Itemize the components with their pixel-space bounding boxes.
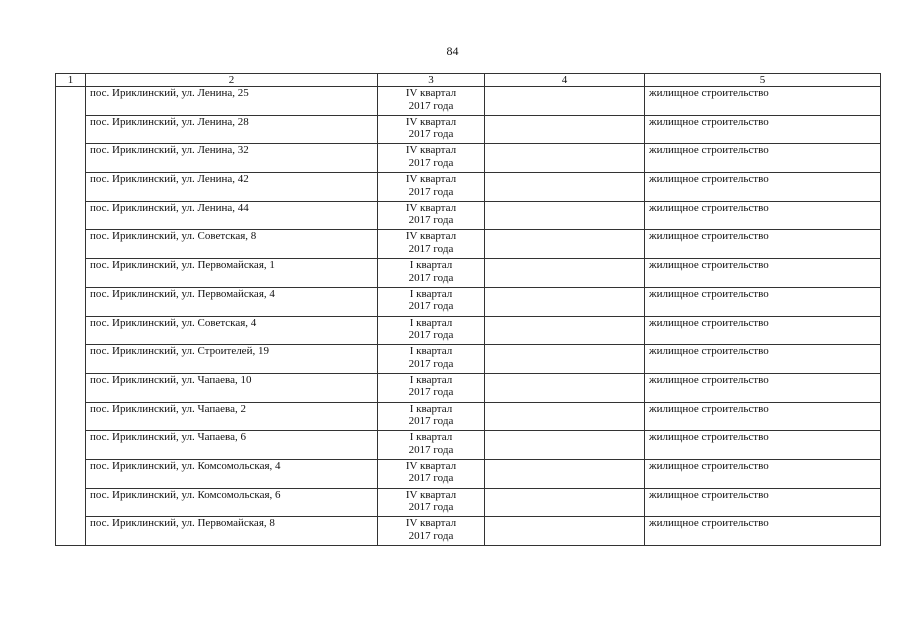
column-4-cell xyxy=(485,488,645,517)
column-4-cell xyxy=(485,287,645,316)
period-year: 2017 года xyxy=(408,501,454,514)
period-quarter: IV квартал xyxy=(405,517,457,530)
period-quarter: IV квартал xyxy=(405,115,457,128)
purpose-cell: жилищное строительство xyxy=(645,230,881,259)
period-year: 2017 года xyxy=(408,99,454,112)
address-cell: пос. Ириклинский, ул. Ленина, 44 xyxy=(86,201,378,230)
period-year: 2017 года xyxy=(408,386,454,399)
purpose-cell: жилищное строительство xyxy=(645,345,881,374)
table-row xyxy=(56,431,881,460)
table-row xyxy=(56,87,881,116)
period-year: 2017 года xyxy=(408,214,454,227)
table-row xyxy=(56,144,881,173)
period-cell xyxy=(378,173,485,202)
column-header-2: 2 xyxy=(86,74,378,87)
purpose-cell: жилищное строительство xyxy=(645,87,881,116)
address-cell: пос. Ириклинский, ул. Ленина, 28 xyxy=(86,115,378,144)
period-year: 2017 года xyxy=(408,128,454,141)
table-row xyxy=(56,201,881,230)
period-cell xyxy=(378,259,485,288)
land-plots-table xyxy=(55,73,881,546)
period-cell xyxy=(378,402,485,431)
period-cell xyxy=(378,201,485,230)
purpose-cell: жилищное строительство xyxy=(645,431,881,460)
purpose-cell: жилищное строительство xyxy=(645,259,881,288)
period-cell xyxy=(378,373,485,402)
period-cell xyxy=(378,287,485,316)
table-row xyxy=(56,316,881,345)
purpose-cell: жилищное строительство xyxy=(645,173,881,202)
purpose-cell: жилищное строительство xyxy=(645,402,881,431)
period-cell xyxy=(378,431,485,460)
period-quarter: IV квартал xyxy=(405,87,457,99)
table-row xyxy=(56,287,881,316)
page-number: 84 xyxy=(446,44,459,58)
period-year: 2017 года xyxy=(408,329,454,341)
purpose-cell: жилищное строительство xyxy=(645,115,881,144)
address-cell: пос. Ириклинский, ул. Чапаева, 10 xyxy=(86,373,378,402)
period-quarter: I квартал xyxy=(409,316,453,329)
period-year: 2017 года xyxy=(408,300,454,313)
column-4-cell xyxy=(485,459,645,488)
purpose-cell: жилищное строительство xyxy=(645,488,881,517)
row-number-cell xyxy=(56,87,86,546)
period-cell xyxy=(378,230,485,259)
column-header-5: 5 xyxy=(645,74,881,87)
address-cell: пос. Ириклинский, ул. Ленина, 32 xyxy=(86,144,378,173)
period-cell xyxy=(378,144,485,173)
purpose-cell: жилищное строительство xyxy=(645,373,881,402)
period-cell xyxy=(378,87,485,116)
address-cell: пос. Ириклинский, ул. Чапаева, 6 xyxy=(86,431,378,460)
period-quarter: IV квартал xyxy=(405,230,457,243)
purpose-cell: жилищное строительство xyxy=(645,459,881,488)
period-year: 2017 года xyxy=(408,271,454,284)
table-row xyxy=(56,230,881,259)
period-year: 2017 года xyxy=(408,242,454,255)
column-4-cell xyxy=(485,373,645,402)
column-4-cell xyxy=(485,345,645,374)
purpose-cell: жилищное строительство xyxy=(645,287,881,316)
address-cell: пос. Ириклинский, ул. Первомайская, 4 xyxy=(86,287,378,316)
column-4-cell xyxy=(485,201,645,230)
period-quarter: I квартал xyxy=(409,402,453,415)
table-row xyxy=(56,488,881,517)
table-row xyxy=(56,459,881,488)
purpose-cell: жилищное строительство xyxy=(645,517,881,546)
address-cell: пос. Ириклинский, ул. Строителей, 19 xyxy=(86,345,378,374)
period-quarter: IV квартал xyxy=(405,459,457,472)
period-year: 2017 года xyxy=(408,156,454,169)
period-quarter: IV квартал xyxy=(405,201,457,214)
table-body xyxy=(56,87,881,546)
table-row xyxy=(56,345,881,374)
address-cell: пос. Ириклинский, ул. Комсомольская, 6 xyxy=(86,488,378,517)
column-header-1: 1 xyxy=(56,74,86,87)
address-cell: пос. Ириклинский, ул. Ленина, 42 xyxy=(86,173,378,202)
address-cell: пос. Ириклинский, ул. Ленина, 25 xyxy=(86,87,378,116)
period-year: 2017 года xyxy=(408,357,454,370)
period-quarter: I квартал xyxy=(409,431,453,444)
period-cell xyxy=(378,345,485,374)
table-row xyxy=(56,115,881,144)
purpose-cell: жилищное строительство xyxy=(645,144,881,173)
period-quarter: I квартал xyxy=(409,259,453,272)
table-header-row xyxy=(56,74,881,87)
period-year: 2017 года xyxy=(408,185,454,198)
period-cell xyxy=(378,488,485,517)
address-cell: пос. Ириклинский, ул. Советская, 4 xyxy=(86,316,378,345)
period-quarter: I квартал xyxy=(409,345,453,358)
period-year: 2017 года xyxy=(408,472,454,485)
table-row xyxy=(56,402,881,431)
period-quarter: IV квартал xyxy=(405,144,457,157)
column-4-cell xyxy=(485,144,645,173)
address-cell: пос. Ириклинский, ул. Комсомольская, 4 xyxy=(86,459,378,488)
column-4-cell xyxy=(485,316,645,345)
column-header-3: 3 xyxy=(378,74,485,87)
column-4-cell xyxy=(485,87,645,116)
purpose-cell: жилищное строительство xyxy=(645,316,881,345)
address-cell: пос. Ириклинский, ул. Советская, 8 xyxy=(86,230,378,259)
table-row xyxy=(56,517,881,546)
column-4-cell xyxy=(485,402,645,431)
column-4-cell xyxy=(485,173,645,202)
period-year: 2017 года xyxy=(408,529,454,542)
table-row xyxy=(56,373,881,402)
address-cell: пос. Ириклинский, ул. Первомайская, 1 xyxy=(86,259,378,288)
column-4-cell xyxy=(485,431,645,460)
column-4-cell xyxy=(485,259,645,288)
address-cell: пос. Ириклинский, ул. Первомайская, 8 xyxy=(86,517,378,546)
period-cell xyxy=(378,316,485,345)
period-cell xyxy=(378,459,485,488)
period-quarter: IV квартал xyxy=(405,488,457,501)
table-row xyxy=(56,259,881,288)
column-4-cell xyxy=(485,230,645,259)
table-row xyxy=(56,173,881,202)
period-quarter: IV квартал xyxy=(405,173,457,186)
period-year: 2017 года xyxy=(408,443,454,456)
address-cell: пос. Ириклинский, ул. Чапаева, 2 xyxy=(86,402,378,431)
period-cell xyxy=(378,115,485,144)
purpose-cell: жилищное строительство xyxy=(645,201,881,230)
period-quarter: I квартал xyxy=(409,287,453,300)
period-year: 2017 года xyxy=(408,415,454,428)
period-quarter: I квартал xyxy=(409,373,453,386)
column-4-cell xyxy=(485,115,645,144)
column-4-cell xyxy=(485,517,645,546)
column-header-4: 4 xyxy=(485,74,645,87)
period-cell xyxy=(378,517,485,546)
